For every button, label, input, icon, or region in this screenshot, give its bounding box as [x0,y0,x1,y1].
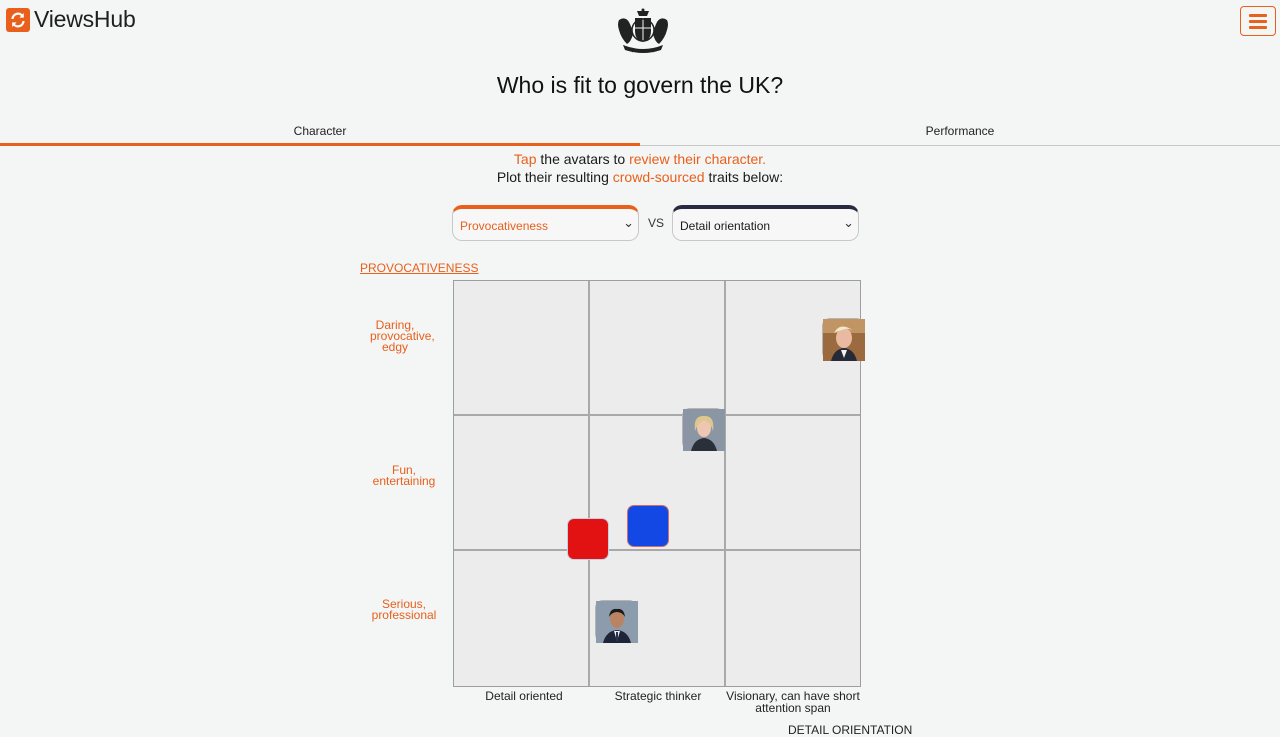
brand-name: ViewsHub [34,6,136,32]
royal-crest-icon [615,8,671,56]
y-level-label-2: Fun, entertaining [372,463,436,488]
instruction-line-2 [0,169,1280,185]
grid-line [588,281,590,686]
menu-bar [1249,26,1267,29]
y-trait-value: Provocativeness [460,219,549,233]
menu-button[interactable] [1240,6,1276,36]
grid-line [454,414,860,416]
tab-performance[interactable]: Performance [925,124,995,138]
avatar-politician-1[interactable] [822,318,864,360]
tab-bar [0,122,1280,146]
avatar-politician-3[interactable] [595,600,637,642]
x-trait-select[interactable] [672,205,859,241]
y-axis-title[interactable]: PROVOCATIVENESS [360,261,479,275]
menu-bar [1249,20,1267,23]
crowd-sourced-text: crowd-sourced [612,169,705,185]
blue-marker[interactable] [627,505,669,547]
x-level-label-1: Detail oriented [485,689,563,703]
grid-line [724,281,726,686]
y-level-label-3: Serious, professional [371,597,437,622]
avatar-politician-2[interactable] [682,408,724,450]
x-level-label-3: Visionary, can have short attention span [726,689,860,715]
x-axis-title[interactable]: DETAIL ORIENTATION [788,723,913,737]
trait-grid [453,280,861,687]
menu-bar [1249,14,1267,17]
chevron-down-icon: ⌄ [843,215,854,230]
tap-text: Tap [513,151,537,167]
x-trait-value: Detail orientation [680,219,771,233]
instruction-text: Plot their resulting [496,169,613,185]
y-trait-select[interactable] [452,205,639,241]
chevron-down-icon: ⌄ [623,215,634,230]
tab-character[interactable]: Character [0,122,640,146]
instruction-text: traits below: [704,169,784,185]
viewshub-logo[interactable] [6,6,136,33]
red-marker[interactable] [567,518,609,560]
refresh-logo-icon [6,8,30,32]
vs-label: VS [648,216,665,230]
x-level-label-2: Strategic thinker [614,689,702,703]
instruction-line-1 [0,151,1280,167]
y-level-label-1: Daring, provocative, edgy [370,318,435,354]
grid-line [454,549,860,551]
review-character-link[interactable]: review their character. [629,151,767,167]
page-title: Who is fit to govern the UK? [496,72,784,98]
instruction-text: the avatars to [536,151,630,167]
